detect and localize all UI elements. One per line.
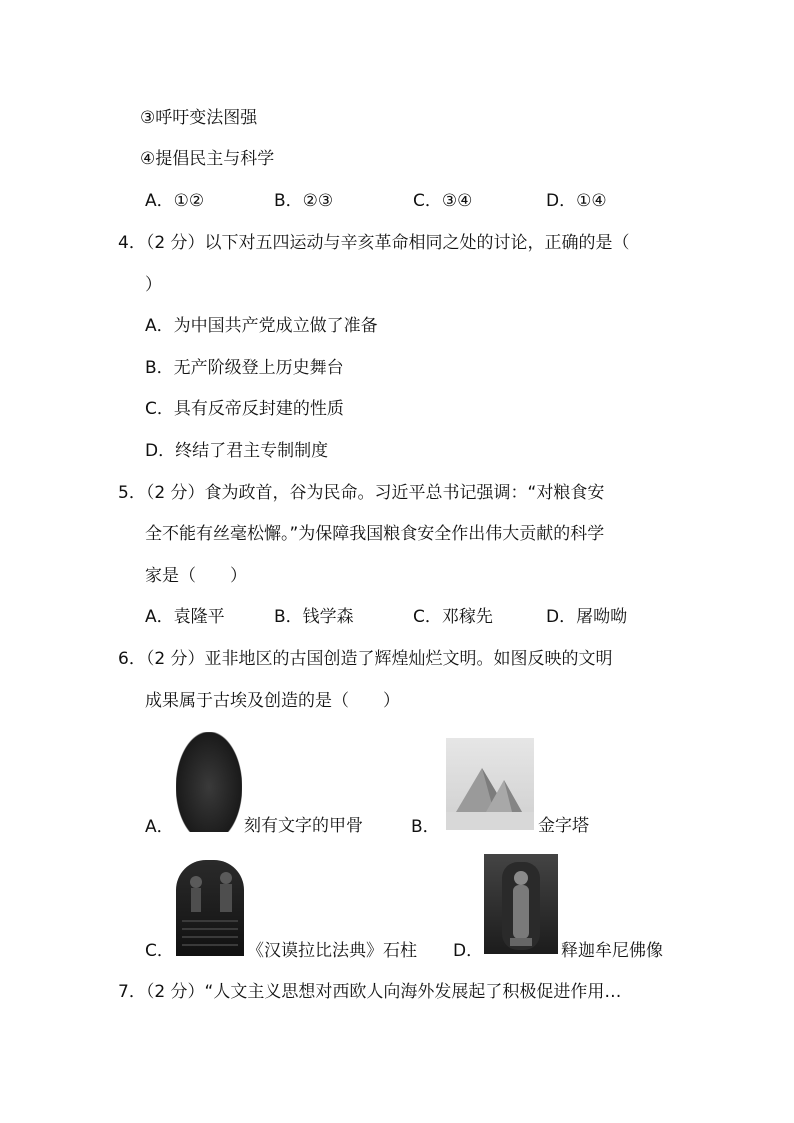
q3-option-d: D．①④ [546, 191, 607, 211]
pyramid-image [446, 738, 534, 830]
q4-option-c: C．具有反帝反封建的性质 [145, 399, 344, 419]
q4-option-b: B．无产阶级登上历史舞台 [145, 358, 344, 378]
q5-stem-line-2: 全不能有丝毫松懈。”为保障我国粮食安全作出伟大贡献的科学 [145, 524, 605, 544]
q4-stem-line-2: ） [145, 275, 162, 295]
q6-option-b-letter: B． [411, 817, 440, 837]
q3-option-a: A．①② [145, 191, 205, 211]
q6-option-c-caption: 《汉谟拉比法典》石柱 [247, 941, 417, 961]
q5-option-a: A．袁隆平 [145, 607, 225, 627]
q4-option-a: A．为中国共产党成立做了准备 [145, 316, 378, 336]
buddha-statue-image [484, 854, 558, 954]
hammurabi-stele-image [176, 860, 244, 956]
q6-option-a-letter: A． [145, 817, 174, 837]
q4-option-d: D．终结了君主专制制度 [145, 441, 329, 461]
q3-item-3: ③呼吁变法图强 [140, 108, 258, 128]
q5-option-c: C．邓稼先 [413, 607, 493, 627]
q6-option-b-caption: 金字塔 [538, 816, 589, 836]
q6-option-c-letter: C． [145, 941, 174, 961]
q6-option-a-caption: 刻有文字的甲骨 [244, 816, 363, 836]
q6-option-d-caption: 释迦牟尼佛像 [561, 941, 663, 961]
q5-option-b: B．钱学森 [274, 607, 354, 627]
q5-stem-line-3: 家是（ ） [145, 566, 247, 586]
q6-option-d-letter: D． [453, 941, 484, 961]
q5-stem-line-1: 5．（2 分）食为政首，谷为民命。习近平总书记强调：“对粮食安 [118, 483, 605, 503]
q3-option-b: B．②③ [274, 191, 334, 211]
oracle-bone-image [176, 732, 242, 832]
q6-stem-line-1: 6．（2 分）亚非地区的古国创造了辉煌灿烂文明。如图反映的文明 [118, 649, 613, 669]
q4-stem-line-1: 4．（2 分）以下对五四运动与辛亥革命相同之处的讨论，正确的是（ [118, 233, 630, 253]
q7-stem-line-1: 7．（2 分）“人文主义思想对西欧人向海外发展起了积极促进作用… [118, 982, 622, 1002]
q6-stem-line-2: 成果属于古埃及创造的是（ ） [145, 691, 400, 711]
q5-option-d: D．屠呦呦 [546, 607, 628, 627]
q3-option-c: C．③④ [413, 191, 473, 211]
q3-item-4: ④提倡民主与科学 [140, 149, 275, 169]
